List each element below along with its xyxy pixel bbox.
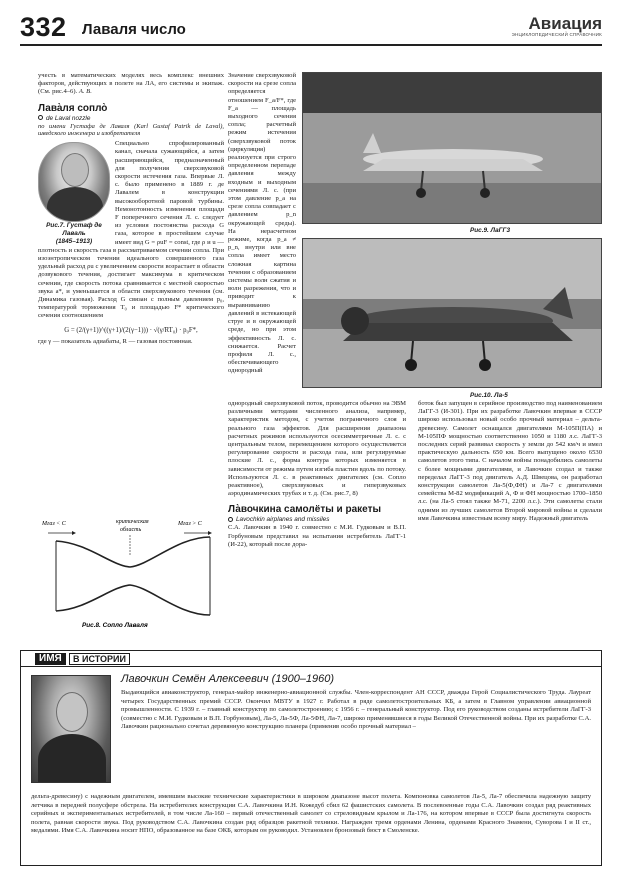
entry-subtitle: de Laval nozzle [38,115,224,123]
left-arrow-icon [72,531,76,535]
nozzle-design-paragraph: однородный сверхзвуковой поток, проводится обычно на ЭВМ различными методами численного анализа, например, характеристик методом, с учетом пограничного слоя и реального газа эффектов. Для расширения диапазона расчетных режимов используются осесимметричные Л. с. с центральным телом, перемещением которого осуществляется регулирование скорости и расхода газа, или регулируемые плоские Л. с., форма контура которых изменяется в зависимости от режима путем изгиба пластин вдоль по потоку. Используются Л. с. в реактивных двигателях (см. Сопло реактивное), сверхзвуковых и гиперзвуковых аэродинамических трубах и т. д. (См. рис.7, 8) [228,400,406,498]
aircraft-wing-la5 [343,323,573,341]
column-1 [38,72,224,346]
section-title: Лаваля число [82,21,186,38]
entry-origin: по имени Густафа де Лаваля (Karl Gustaf Patrik de Laval), шведского инженера и изобретателя [38,122,224,138]
hangar-roof [303,73,602,113]
entry-title-laval-nozzle: Лава̀ля сопло̀ [38,102,108,114]
photo-la5 [302,238,602,388]
mass-flow-formula: G = (2/(γ+1))^((γ+1)/(2(γ−1))) · √(γ/RT₀) · p₀F*, [64,326,198,334]
portrait-caption: Рис.7. Густаф де Лаваль (1845–1913) [46,222,102,246]
photo-lagg3-svg [303,73,602,224]
nozzle-left-label: Мгаз < С [42,521,66,527]
column-2 [228,72,296,376]
propeller-hub [341,307,369,335]
logo-main-text: Авиация [528,14,602,33]
photo-lagg3 [302,72,602,224]
wheel-la5-right [479,359,491,371]
nozzle-right-label: Мгаз > С [178,521,202,527]
photo-la5-svg [303,239,602,388]
laval-paragraph-2: где γ — показатель адиабаты, R — газовая постоянная. [38,337,193,345]
sky [303,239,602,299]
portrait-head-shape [61,153,89,187]
nozzle-lower-wall [56,585,210,615]
nozzle-regime-paragraph: Значение сверхзвуковой скорости на срезе сопла определяется отношением F_a/F*, где F_a — площадь выходного сечения сопла; расчетный режим истечения (сверхзвуковой поток (циркуляция) реализуется при строго определенном перепаде давления между входным и выходным сечениями Л. с. (при этом давление p_a на срезе сопла совпадает с давлением p_n окружающей среды). На нерасчетном режиме, когда p_a ≠ p_n, внутри или вне сопла имеет место сложная картина течения с образованием системы волн сжатия и волн разрежения, что и приводит к выравниванию давлений в истекающей струе и в окружающей среде, но при этом эффективность Л. с. снижается. Расчет профиля Л. с., обеспечивающего однородный [228,72,296,375]
lavochkin-portrait [31,675,111,783]
logo-sub-text: ЭНЦИКЛОПЕДИЧЕСКИЙ СПРАВОЧНИК [511,32,602,37]
history-box [20,650,602,866]
publisher-logo [502,16,602,37]
lavochkin-paragraph: С.А. Лавочкин в 1940 г. совместно с М.И. Гудковым и В.П. Горбуновым представил на испытания истребитель ЛаГГ-1 (И-22), который после дора- [228,524,406,548]
photo-la5-caption: Рис.10. Ла-5 [470,392,508,399]
wheel-left [416,188,426,198]
nozzle-diagram [38,515,224,631]
bullet-circle-icon [38,115,43,120]
entry-title-lavochkin: Ла̀вочкина самолёты и ракеты [228,504,382,516]
intro-paragraph: учесть в математических моделях весь комплекс внешних факторов, действующих в полете на ЛА, его системы и экипаж. (См. рис.4–6). А. В. [38,72,224,96]
hangar-floor [303,183,602,224]
wheel-la5-left [405,359,417,371]
aircraft-wing [363,159,543,171]
lavochkin-continued-paragraph: боток был запущен в серийное производство под наименованием ЛаГГ-3 (И-301). При их разработке Лавочкин впервые в СССР широко использовал новый особо прочный материал – дельта-древесину. Самолет оснащался двигателями М-105П(ПА) и М-105ПФ мощностью соответственно 1050 и 1180 л.с. ЛаГГ-3 последних серий развивал скорость у земли до 542 км/ч и имел практическую дальность 650 км. Всего выпущено около 6530 самолетов этого типа. С началом войны понадобились самолеты с более мощными двигателями, и Лавочкин создал и также переделал ЛаГГ-3 под двигатель А.Д. Швецова, он разработал конструкции самолетов Ла-5(Ф,ФН) и Ла-7 с двигателями семейства М-82 модификаций А, Ф и ФН мощностью 1700–1850 л.с. (на Ла-5 стоял также М-71, 2200 л.с.). Эти самолеты стали одними из лучших самолетов Второй мировой войны и сделали имя Лавочкина известным всему миру. Надежный двигатель [418,400,602,522]
bullet-circle-icon [228,517,233,522]
intro-author: А. В. [78,88,92,96]
bio-head-shape [56,692,88,732]
portrait-image [38,142,110,222]
lavochkin-subtitle: Lavochkin airplanes and missiles [228,516,406,524]
hangar-wall [303,113,602,183]
column-3 [228,400,406,549]
bio-text-2: дельта-древесину) с надежным двигателем, имевшим высокие технические характеристики в широком диапазоне высот полета. Компоновка самолетов Ла-5, Ла-7 обеспечила надежную защиту летчика в передней полусфере обстрела. На истребителях конструкции С.А. Лавочкина И.Н. Кожедуб сбил 62 фашистских самолета. В послевоенные годы С.А. Лавочкин создал ряд реактивных серийных и экспериментальных истребителей, в том числе Ла-160 – первый отечественный самолет со стреловидным крылом и Ла-176, на котором впервые в СССР была достигнута скорость полета, равная скорости звука. Под руководством С.А. Лавочкина создан ряд образцов ракетной техники. Награжден тремя орденами Ленина, орденами Красного Знамени, Суворова I и II ст., медалями. Имя С.А. Лавочкина носит НПО, образованное на базе ОКБ, которым он руководил. Установлен бронзовый бюст в Смоленске. [31,793,591,835]
column-4 [418,400,602,523]
wheel-right [480,188,490,198]
nozzle-upper-wall [56,537,210,567]
bio-body-shape [38,734,106,783]
laval-paragraph-1: Специально спрофилированный канал, сначала сужающийся, а затем расширяющийся, предназначенный для получения сверхзвуковой скорости истечения газа. Впервые Л. с. было применено в 1889 г. де Лавалем в конструкции высокооборотной паровой турбины. Немонотонность изменения площади F поперечного сечения Л. с. следует из условия постоянства расхода G газа, которое в простейшем случае имеет вид G = ρuF = const, где ρ и u — плотность и скорость газа в рассматриваемом сечении сопла. При изоэнтропическом течении идеального совершенного газа удельный расход ρu с увеличением скорости возрастает в области дозвукового течения, достигает максимума в критическом сечении, где скорость потока сравнивается с местной скоростью звука a*, и уменьшается в области сверхзвукового течения (см. Динамика газовая). Расход G связан с полным давлением p₀, температурой торможения T₀ и площадью F* критического сечения соотношением [38,140,224,320]
page-header [20,14,602,46]
nozzle-center-label-1: критическая [116,519,149,525]
history-tag-name: ИМЯ [35,653,66,665]
history-header [21,651,601,667]
photo-lagg3-caption: Рис.9. ЛаГГ3 [470,227,511,234]
nozzle-center-label-2: область [120,527,142,533]
bio-name: Лавочкин Семён Алексеевич (1900–1960) [121,673,335,685]
bio-text-1: Выдающийся авиаконструктор, генерал-майор инженерно-авиационной службы. Член-корреспондент АН СССР, дважды Герой Социалистического Труда. Лауреат четырех Государственных премий СССР. Окончил МВТУ в 1927 г. Работал в ряде самолетостроительных КБ, а затем в Главном управлении авиационной промышленности. С 1939 г. – главный конструктор по самолетостроению; с 1956 г. – генеральный конструктор. Под его руководством созданы истребители ЛаГГ-3 (совместно с М.И. Гудковым и В.П. Горбуновым), Ла-5, Ла-5Ф, Ла-5ФН, Ла-7, широко применявшиеся в годы Великой Отечественной войны. При их разработке С.А. Лавочкин рационально сочетал деревянную конструкцию планера (применив особо прочный материал – [121,689,591,731]
history-tag-in-history: В ИСТОРИИ [69,653,130,665]
portrait-body-shape [47,187,103,222]
right-arrow-icon [208,531,212,535]
nozzle-caption: Рис.8. Сопло Лаваля [82,622,148,629]
portrait-laval [38,142,110,246]
nozzle-svg [38,515,224,631]
page-number: 332 [20,12,67,42]
